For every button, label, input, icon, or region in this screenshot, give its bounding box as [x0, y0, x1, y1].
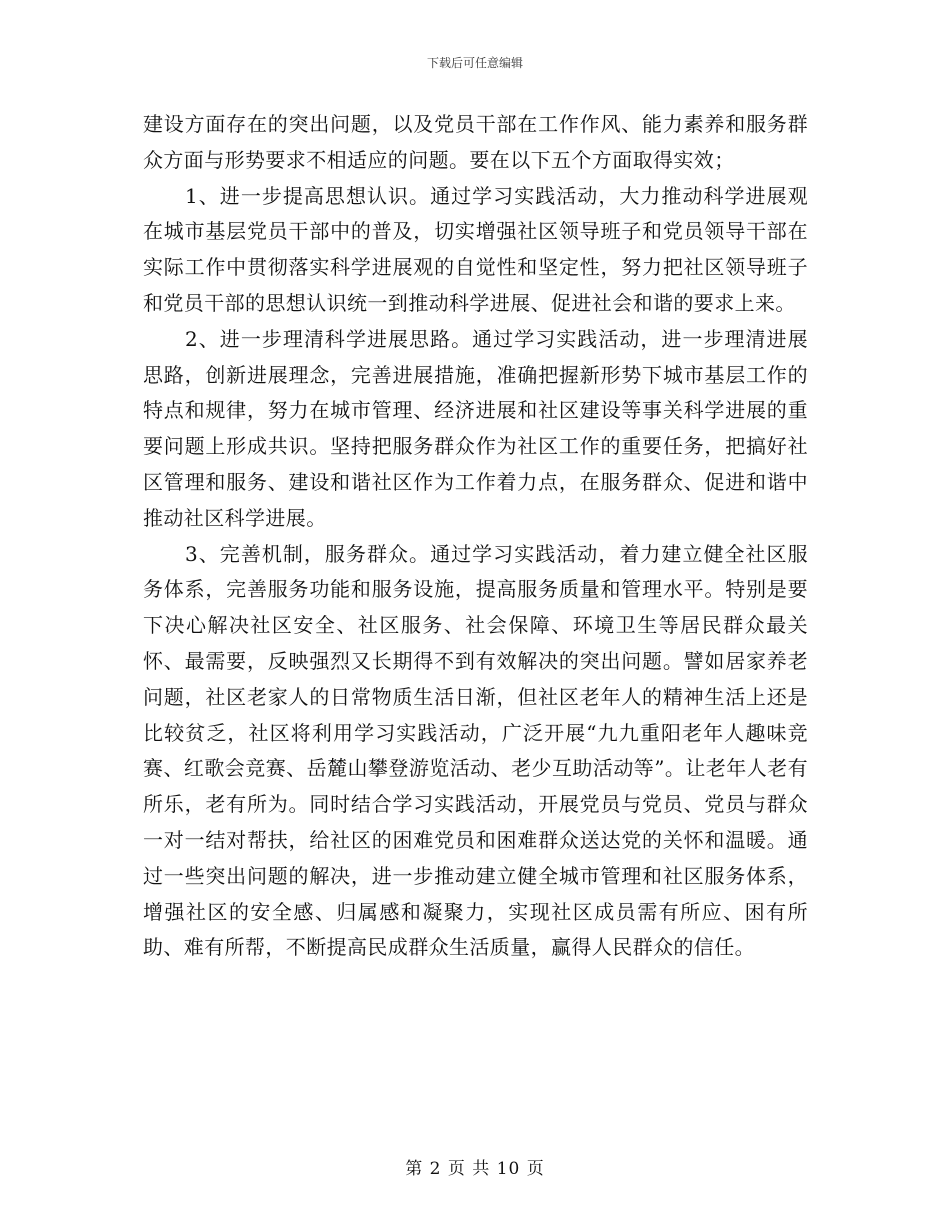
document-body: [143, 107, 808, 966]
page-header: [0, 54, 950, 71]
page-footer: [0, 1154, 950, 1179]
page-number: 第 2 页 共 10 页: [405, 1159, 545, 1179]
paragraph-item-2: 2、进一步理清科学进展思路。通过学习实践活动，进一步理清进展思路，创新进展理念，完善进展措施，准确把握新形势下城市基层工作的特点和规律，努力在城市管理、经济进展和社区建设等事关科学进展的重要问题上形成共识。坚持把服务群众作为社区工作的重要任务，把搞好社区管理和服务、建设和谐社区作为工作着力点，在服务群众、促进和谐中推动社区科学进展。: [143, 326, 808, 530]
paragraph-continuation: 建设方面存在的突出问题，以及党员干部在工作作风、能力素养和服务群众方面与形势要求不相适应的问题。要在以下五个方面取得实效；: [143, 112, 808, 172]
header-text: 下载后可任意编辑: [426, 56, 523, 70]
paragraph-item-1: 1、进一步提高思想认识。通过学习实践活动，大力推动科学进展观在城市基层党员干部中的普及，切实增强社区领导班子和党员领导干部在实际工作中贯彻落实科学进展观的自觉性和坚定性，努力把社区领导班子和党员干部的思想认识统一到推动科学进展、促进社会和谐的要求上来。: [143, 183, 808, 315]
paragraph-item-3: 3、完善机制，服务群众。通过学习实践活动，着力建立健全社区服务体系，完善服务功能和服务设施，提高服务质量和管理水平。特别是要下决心解决社区安全、社区服务、社会保障、环境卫生等居民群众最关怀、最需要，反映强烈又长期得不到有效解决的突出问题。譬如居家养老问题，社区老家人的日常物质生活日渐，但社区老年人的精神生活上还是比较贫乏，社区将利用学习实践活动，广泛开展“九九重阳老年人趣味竞赛、红歌会竞赛、岳麓山攀登游览活动、老少互助活动等”。让老年人老有所乐，老有所为。同时结合学习实践活动，开展党员与党员、党员与群众一对一结对帮扶，给社区的困难党员和困难群众送达党的关怀和温暖。通过一些突出问题的解决，进一步推动建立健全城市管理和社区服务体系，增强社区的安全感、归属感和凝聚力，实现社区成员需有所应、困有所助、难有所帮，不断提高民成群众生活质量，赢得人民群众的信任。: [143, 541, 808, 960]
